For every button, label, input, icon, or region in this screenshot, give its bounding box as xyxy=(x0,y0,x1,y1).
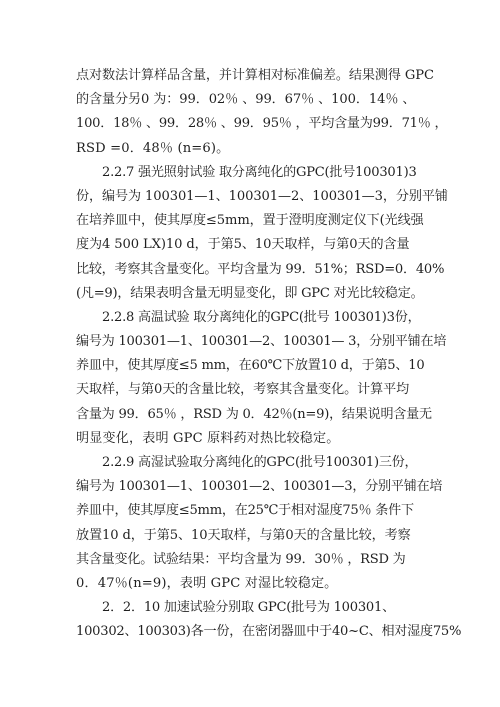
text-line: 编号为 100301—1、100301—2、100301—3，分别平铺在培 xyxy=(76,479,443,495)
section-heading-line: 2.2.9 高湿试验取分离纯化的GPC(批号100301)三份， xyxy=(102,455,418,470)
text-line: 含量为 99．65％ ，RSD 为 0．42％(n=9)，结果说明含量无 xyxy=(76,406,432,422)
text-line: 天取样，与第0天的含量比较，考察其含量变化。计算平均 xyxy=(76,382,410,398)
text-line: (凡=9)，结果表明含量无明显变化，即 GPC 对光比较稳定。 xyxy=(76,285,424,301)
text-line: RSD =0．48％ (n=6)。 xyxy=(76,140,230,156)
text-line: 明显变化，表明 GPC 原料药对热比较稳定。 xyxy=(76,430,340,446)
text-line: 100．18％ 、99．28％ 、99．95％ ，平均含量为99．71％ ， xyxy=(76,116,448,132)
text-line: 的含量分另0 为：99．02％ 、99．67％ 、100．14％ 、 xyxy=(76,92,416,108)
section-heading-line: 2．2．10 加速试验分别取 GPC(批号为 100301、 xyxy=(102,600,395,616)
text-line: 比较，考察其含量变化。平均含量为 99．51%；RSD=0．40% xyxy=(76,261,445,277)
text-line: 0．47％(n=9)，表明 GPC 对湿比较稳定。 xyxy=(76,575,338,591)
text-line: 度为4 500 LX)10 d，于第5、10天取样，与第0天的含量 xyxy=(76,237,410,253)
section-heading-line: 2.2.8 高温试验 取分离纯化的GPC(批号 100301)3份， xyxy=(102,309,421,325)
section-heading-line: 2.2.7 强光照射试验 取分离纯化的GPC(批号100301)3 xyxy=(102,164,417,180)
document-body xyxy=(76,64,462,645)
text-line: 编号为 100301—1、100301—2、100301— 3，分别平铺在培 xyxy=(76,334,447,350)
text-line: 放置10 d，于第5、10天取样，与第0天的含量比较，考察 xyxy=(76,527,411,543)
text-line: 养皿中，使其厚度≤5 mm，在60℃下放置10 d，于第5、10 xyxy=(76,358,425,374)
text-line: 点对数法计算样品含量，并计算相对标准偏差。结果测得 GPC xyxy=(76,68,434,83)
text-line: 其含量变化。试验结果：平均含量为 99．30％ ，RSD 为 xyxy=(76,551,406,567)
text-line: 在培养皿中，使其厚度≤5mm，置于澄明度测定仪下(光线强 xyxy=(76,213,424,229)
text-line: 养皿中，使其厚度≤5mm，在25℃于相对湿度75％ 条件下 xyxy=(76,503,414,519)
text-line: 100302、100303)各一份，在密闭器皿中于40~C、相对湿度75% xyxy=(76,624,462,640)
text-line: 份，编号为 100301—1、100301—2、100301—3，分别平铺 xyxy=(76,188,448,204)
